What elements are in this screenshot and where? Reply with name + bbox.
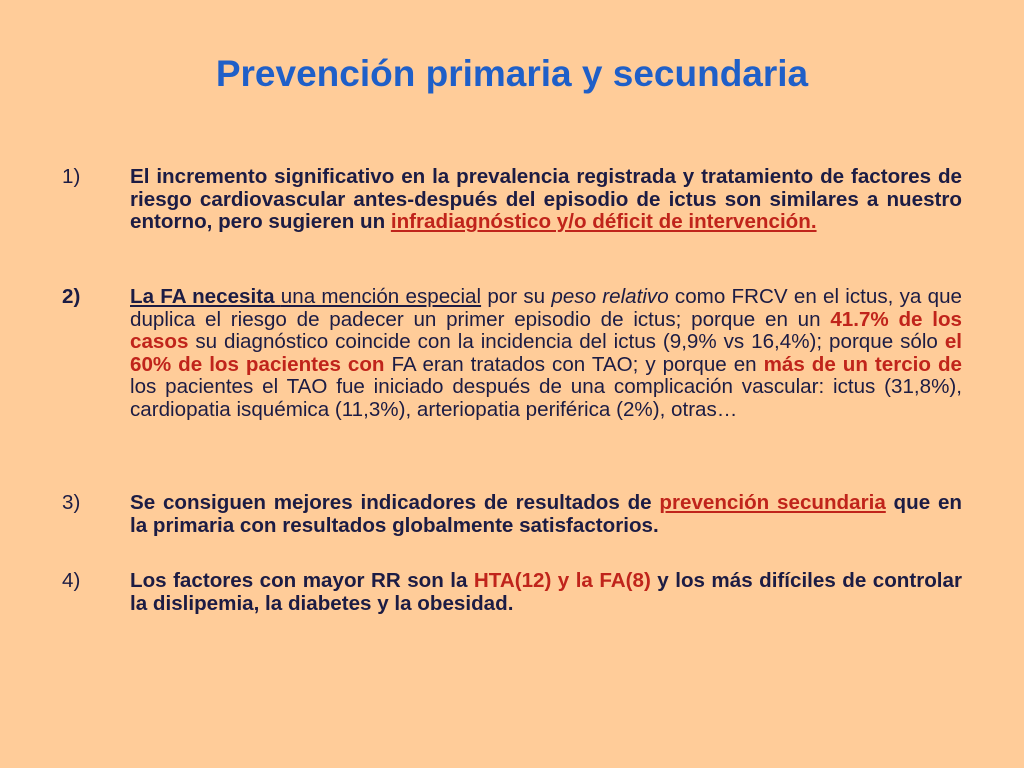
text-segment: por su: [481, 285, 552, 308]
item-number: 4): [62, 569, 81, 592]
item-text: [130, 492, 962, 537]
highlight-prevencion-secundaria: prevención secundaria: [659, 491, 886, 514]
text-segment: que en la primaria con resultados globalmente satisfactorios.: [130, 491, 962, 537]
item-text: [130, 166, 962, 234]
list-item-3: [62, 492, 962, 537]
item-text: [130, 570, 962, 615]
emphasis-la-fa-necesita: La FA necesita: [130, 285, 281, 308]
underlined-mencion-especial: una mención especial: [280, 285, 482, 308]
list-item-2: [62, 286, 962, 421]
highlight-60-percent: el 60% de los pacientes con: [130, 330, 962, 376]
text-segment: y los más difíciles de controlar la dislipemia, la diabetes y la obesidad.: [130, 569, 962, 615]
item-number: 3): [62, 491, 81, 514]
text-segment: FA eran tratados con TAO; y porque en: [384, 352, 764, 376]
highlight-41-7-percent: 41.7% de los casos: [130, 307, 962, 353]
italic-peso-relativo: peso relativo: [551, 285, 669, 308]
item-text: [130, 286, 962, 421]
list-item-1: [62, 166, 962, 234]
text-segment: como FRCV en el ictus, ya que duplica el riesgo de padecer un primer episodio de ictus; porque en un: [130, 285, 962, 331]
text-segment: Los factores con mayor RR son la: [130, 569, 474, 592]
text-segment: su diagnóstico coincide con la incidencia del ictus (9,9% vs 16,4%); porque sólo: [188, 330, 945, 353]
item-number: 1): [62, 165, 81, 188]
text-segment: Se consiguen mejores indicadores de resultados de: [130, 491, 660, 514]
slide-title: Prevención primaria y secundaria: [215, 53, 809, 94]
highlight-hta-fa: HTA(12) y la FA(8): [473, 569, 651, 592]
item-number: 2): [62, 285, 81, 308]
list-item-4: [62, 570, 962, 615]
highlight-tercio: más de un tercio de: [763, 352, 962, 376]
highlight-infradiagnostico: infradiagnóstico y/o déficit de intervención.: [390, 210, 817, 233]
text-segment: los pacientes el TAO fue iniciado después de una complicación vascular: ictus (31,8%), cardiopatia isquémica (11,3%), arteriopatia periférica (2%), otras…: [130, 375, 962, 421]
text-segment: El incremento significativo en la prevalencia registrada y tratamiento de factores de riesgo cardiovascular antes-después del episodio de ictus son similares a nuestro entorno, pero sugieren un: [130, 165, 962, 233]
